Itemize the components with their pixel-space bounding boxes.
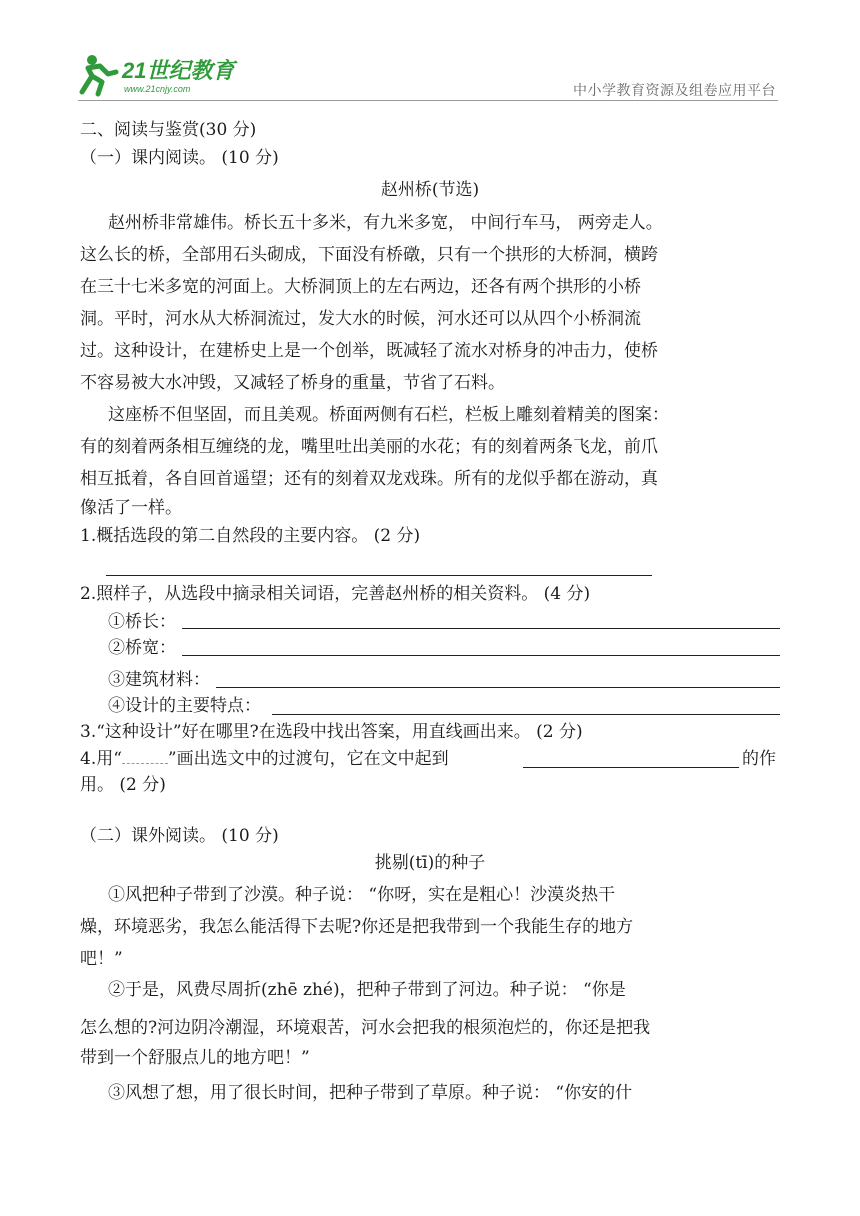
section-title: 二、阅读与鉴赏(30 分)	[80, 120, 257, 140]
question-3: 3.“这种设计”好在哪里?在选段中找出答案，用直线画出来。 (2 分)	[80, 722, 583, 742]
q4-text-start: 4.用“	[80, 749, 122, 769]
logo-url: www.21cnjy.com	[124, 84, 191, 94]
question-1: 1.概括选段的第二自然段的主要内容。 (2 分)	[80, 526, 421, 546]
passage2-p1-line: ①风把种子带到了沙漠。种子说： “你呀，实在是粗心！沙漠炎热干	[108, 885, 616, 905]
q2-length-answer-line[interactable]	[182, 628, 780, 629]
q4-answer-line[interactable]	[523, 767, 739, 768]
part2-heading: （二）课外阅读。 (10 分)	[80, 826, 279, 846]
q4-text-end: 的作	[742, 749, 776, 769]
passage2-p2-line: 带到一个舒服点儿的地方吧！”	[80, 1048, 310, 1068]
runner-icon	[82, 55, 116, 94]
passage2-p2-line: ②于是，风费尽周折(zhē zhé)，把种子带到了河边。种子说： “你是	[108, 980, 626, 1000]
question-2: 2.照样子，从选段中摘录相关词语，完善赵州桥的相关资料。 (4 分)	[80, 584, 591, 604]
platform-name: 中小学教育资源及组卷应用平台	[573, 83, 776, 99]
passage1-p2-line: 像活了一样。	[80, 498, 182, 518]
passage2-p1-line: 燥，环境恶劣，我怎么能活得下去呢?你还是把我带到一个我能生存的地方	[80, 917, 634, 937]
passage1-p1-line: 赵州桥非常雄伟。桥长五十多米，有九米多宽， 中间行车马， 两旁走人。	[108, 213, 663, 233]
passage1-title: 赵州桥(节选)	[380, 180, 480, 200]
q2-item-length: ①桥长：	[108, 612, 176, 632]
passage1-p2-line: 有的刻着两条相互缠绕的龙，嘴里吐出美丽的水花；有的刻着两条飞龙，前爪	[80, 437, 658, 457]
passage1-p2-line: 相互抵着，各自回首遥望；还有的刻着双龙戏珠。所有的龙似乎都在游动，真	[80, 469, 658, 489]
q4-text-middle: ”画出选文中的过渡句，它在文中起到	[167, 749, 449, 769]
question-4	[80, 747, 449, 771]
q2-item-material: ③建筑材料：	[108, 670, 210, 690]
passage2-title: 挑剔(tī)的种子	[374, 853, 486, 873]
passage2-p2-line: 怎么想的?河边阴冷潮湿，环境艰苦，河水会把我的根须泡烂的，你还是把我	[80, 1018, 651, 1038]
q2-item-design: ④设计的主要特点：	[108, 696, 261, 716]
wavy-line-sample	[122, 749, 168, 764]
passage2-p3-line: ③风想了想，用了很长时间，把种子带到了草原。种子说： “你安的什	[108, 1083, 633, 1103]
passage2-p1-line: 吧！”	[80, 949, 123, 969]
logo-text: 21世纪教育	[122, 58, 235, 83]
q4-text-tail: 用。 (2 分)	[80, 775, 166, 795]
q2-material-answer-line[interactable]	[216, 687, 780, 688]
passage1-p1-line: 不容易被大水冲毁，又减轻了桥身的重量，节省了石料。	[80, 373, 505, 393]
page-header	[78, 52, 778, 102]
header-divider	[78, 100, 778, 101]
passage1-p1-line: 洞。平时，河水从大桥洞流过，发大水的时候，河水还可以从四个小桥洞流	[80, 309, 641, 329]
passage1-p1-line: 在三十七米多宽的河面上。大桥洞顶上的左右两边，还各有两个拱形的小桥	[80, 277, 641, 297]
q2-width-answer-line[interactable]	[182, 655, 780, 656]
passage1-p1-line: 这么长的桥，全部用石头砌成，下面没有桥礅，只有一个拱形的大桥洞，横跨	[80, 245, 658, 265]
q2-item-width: ②桥宽：	[108, 638, 176, 658]
q2-design-answer-line[interactable]	[272, 714, 780, 715]
passage1-p1-line: 过。这种设计，在建桥史上是一个创举，既减轻了流水对桥身的冲击力，使桥	[80, 341, 658, 361]
logo	[78, 52, 268, 98]
passage1-p2-line: 这座桥不但坚固，而且美观。桥面两侧有石栏，栏板上雕刻着精美的图案：	[108, 405, 669, 425]
part1-heading: （一）课内阅读。 (10 分)	[80, 148, 279, 168]
q1-answer-line[interactable]	[106, 575, 652, 576]
